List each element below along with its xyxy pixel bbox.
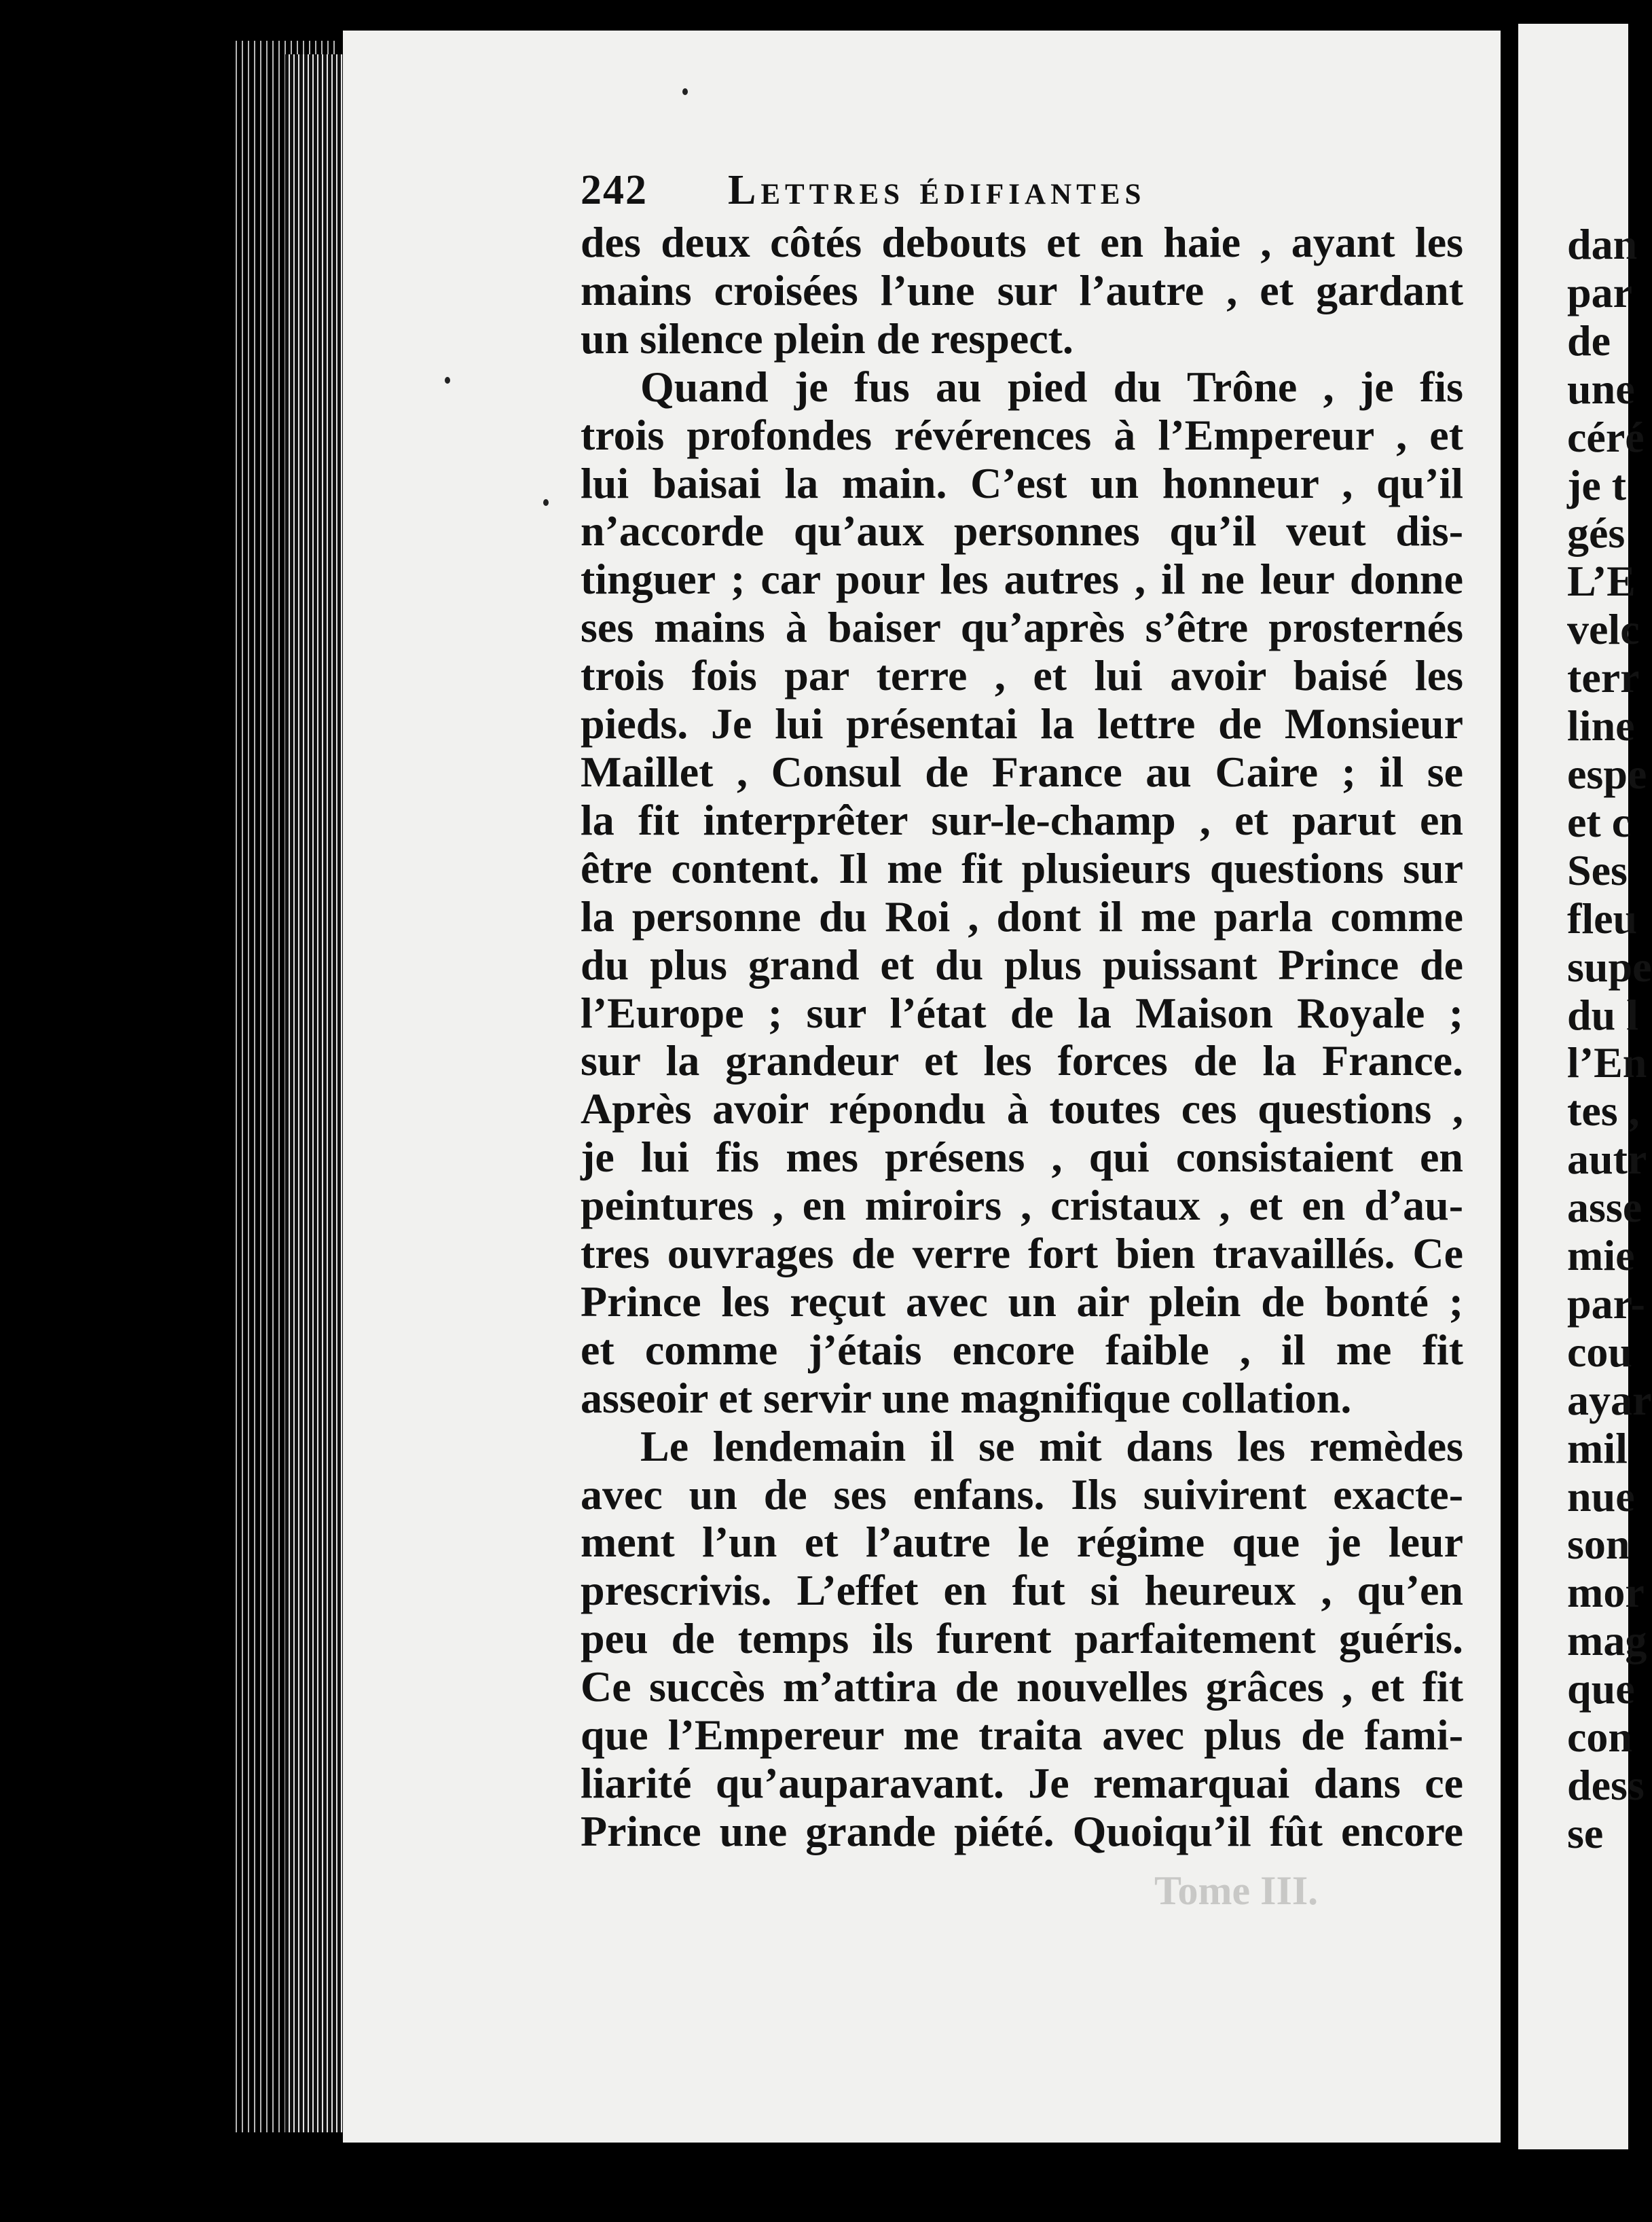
text-line: mains croisées l’une sur l’autre , et gardant <box>581 266 1463 314</box>
right-page-fragment: dan <box>1567 220 1638 268</box>
right-page-fragment: et c <box>1567 797 1632 846</box>
ink-speck <box>445 377 450 384</box>
ink-speck <box>682 88 688 95</box>
text-line: la personne du Roi , dont il me parla comme <box>581 892 1463 941</box>
text-line: trois fois par terre , et lui avoir baisé les <box>581 651 1463 700</box>
right-page-fragment: mor <box>1567 1568 1645 1617</box>
right-page-fragment: se <box>1567 1808 1604 1857</box>
right-page-fragment: par <box>1567 268 1632 316</box>
text-line: tinguer ; car pour les autres , il ne leur donne <box>581 555 1463 604</box>
right-page-fragment: mie <box>1567 1231 1635 1280</box>
bleed-through-text: Tome III. <box>1154 1868 1319 1913</box>
right-page-fragment: mil <box>1567 1423 1628 1472</box>
text-line: Le lendemain il se mit dans les remèdes <box>640 1421 1463 1470</box>
right-page-fragment: mag <box>1567 1616 1647 1665</box>
text-line: Après avoir répondu à toutes ces questions , <box>581 1085 1463 1133</box>
text-line: ses mains à baiser qu’après s’être prosternés <box>581 603 1463 652</box>
right-page-fragment: cou <box>1567 1327 1632 1376</box>
text-line: je lui fis mes présens , qui consistaient en <box>581 1133 1463 1182</box>
text-line: avec un de ses enfans. Ils suivirent exacte- <box>581 1470 1463 1518</box>
text-line: ment l’un et l’autre le régime que je leur <box>581 1518 1463 1567</box>
right-page-fragment: L’E <box>1567 557 1636 606</box>
right-page-fragment: je t <box>1567 460 1627 509</box>
text-line: du plus grand et du plus puissant Prince de <box>581 940 1463 989</box>
right-page-fragment: gés <box>1567 509 1626 558</box>
text-line: Quand je fus au pied du Trône , je fis <box>640 362 1463 411</box>
right-page-fragment: que <box>1567 1664 1635 1713</box>
text-line: peintures , en miroirs , cristaux , et en d’au- <box>581 1181 1463 1230</box>
text-line: trois profondes révérences à l’Empereur , et <box>581 410 1463 459</box>
right-page-fragment: l’En <box>1567 1038 1647 1087</box>
text-line: asseoir et servir une magnifique collation. <box>581 1373 1352 1422</box>
text-line: liarité qu’auparavant. Je remarquai dans ce <box>581 1759 1463 1807</box>
right-page-fragment: asse <box>1567 1183 1642 1232</box>
text-line: peu de temps ils furent parfaitement guéris. <box>581 1614 1463 1663</box>
text-line: prescrivis. L’effet en fut si heureux , qu’en <box>581 1566 1463 1615</box>
text-line: pieds. Je lui présentai la lettre de Monsieur <box>581 699 1463 748</box>
text-line: tres ouvrages de verre fort bien travaillés. Ce <box>581 1229 1463 1278</box>
right-page-fragment: autr <box>1567 1135 1647 1184</box>
text-line: Prince les reçut avec un air plein de bonté ; <box>581 1277 1463 1326</box>
right-page-fragment: nue <box>1567 1472 1635 1520</box>
text-line: la fit interprêter sur-le-champ , et parut en <box>581 795 1463 844</box>
text-line: l’Europe ; sur l’état de la Maison Royale ; <box>581 988 1463 1037</box>
right-page-fragment: ayar <box>1567 1375 1652 1424</box>
running-head-title: Lettres édifiantes <box>728 167 1146 213</box>
page-number: 242 <box>581 167 648 213</box>
text-line: un silence plein de respect. <box>581 314 1073 363</box>
text-line: être content. Il me fit plusieurs questions sur <box>581 843 1463 892</box>
body-text <box>581 219 1463 1856</box>
text-line: des deux côtés debouts et en haie , ayant les <box>581 218 1463 266</box>
right-page-text <box>1567 220 1652 1858</box>
right-page-fragment: son <box>1567 1520 1630 1569</box>
right-page-fragment: line <box>1567 702 1635 750</box>
right-page-fragment: Ses <box>1567 845 1628 894</box>
text-line: lui baisai la main. C’est un honneur , qu’il <box>581 458 1463 507</box>
text-line: Prince une grande piété. Quoiqu’il fût encore <box>581 1806 1463 1855</box>
book-gutter <box>1501 0 1518 2222</box>
right-page-fragment: une <box>1567 364 1635 413</box>
right-page-fragment: par- <box>1567 1279 1645 1328</box>
right-page-fragment: du l <box>1567 990 1638 1039</box>
right-page-fragment: terr <box>1567 653 1640 702</box>
ink-speck <box>543 499 549 506</box>
text-line: que l’Empereur me traita avec plus de fami- <box>581 1711 1463 1760</box>
right-page-fragment: de <box>1567 316 1611 365</box>
text-line: Maillet , Consul de France au Caire ; il se <box>581 747 1463 796</box>
running-head <box>581 166 1145 215</box>
right-page-fragment: tes , <box>1567 1087 1640 1135</box>
text-line: Ce succès m’attira de nouvelles grâces , et fit <box>581 1662 1463 1711</box>
text-line: n’accorde qu’aux personnes qu’il veut dis- <box>581 507 1463 556</box>
text-line: sur la grandeur et les forces de la France. <box>581 1036 1463 1085</box>
right-page-fragment: supe <box>1567 942 1652 991</box>
right-page-fragment: céré <box>1567 412 1645 461</box>
page-edges-inner <box>285 54 346 2132</box>
right-page-fragment: espe <box>1567 749 1647 798</box>
right-page-fragment: fleu <box>1567 894 1638 943</box>
right-page-fragment: dess <box>1567 1761 1645 1809</box>
right-page-fragment: velc <box>1567 605 1640 654</box>
text-line: et comme j’étais encore faible , il me fit <box>581 1325 1463 1374</box>
right-page-fragment: con <box>1567 1713 1632 1762</box>
